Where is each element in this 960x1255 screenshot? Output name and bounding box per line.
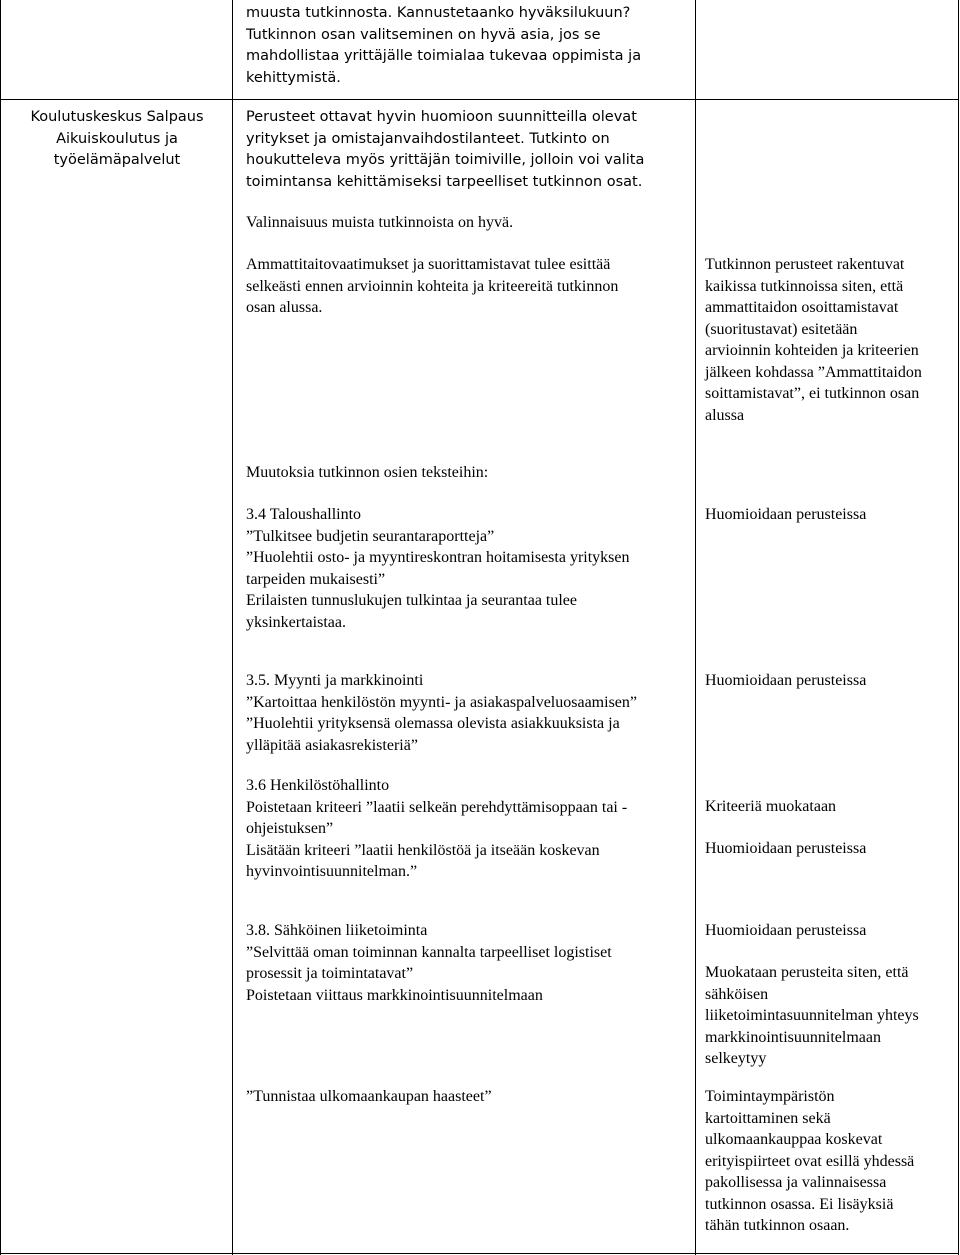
org-line: Aikuiskoulutus ja (56, 130, 178, 147)
text-line: selkeytyy (705, 1050, 767, 1067)
text-line: Toimintaympäristön (705, 1088, 835, 1105)
changes-heading (246, 462, 691, 484)
text-line: Muokataan perusteita siten, että (705, 964, 909, 981)
text-line: ulkomaankauppaa koskevat (705, 1131, 883, 1148)
text-line: ”Huolehtii osto- ja myyntireskontran hoitamisesta yrityksen (246, 549, 630, 566)
section-title: 3.8. Sähköinen liiketoiminta (246, 922, 428, 939)
text-line: tarpeiden mukaisesti” (246, 570, 386, 588)
text-line: ”Kartoittaa henkilöstön myynti- ja asiakaspalveluosaamisen” (246, 693, 637, 711)
row-divider (0, 99, 959, 100)
text-line: jälkeen kohdassa ”Ammattitaidon (705, 363, 922, 381)
text-line: Poistetaan viittaus markkinointisuunnitelmaan (246, 986, 543, 1004)
text-line: yksinkertaistaa. (246, 613, 346, 631)
section-3-6 (246, 775, 691, 883)
text-line: Perusteet ottavat hyvin huomioon suunnitteilla olevat (246, 109, 637, 125)
text-line: Valinnaisuus muista tutkinnoista on hyvä. (246, 214, 514, 231)
section-title: 3.4 Taloushallinto (246, 506, 362, 523)
text-line: Huomioidaan perusteissa (705, 672, 867, 689)
table-left-border (0, 0, 1, 1255)
text-line: Erilaisten tunnuslukujen tulkintaa ja seurantaa tulee (246, 592, 578, 609)
text-line: ”Tunnistaa ulkomaankaupan haasteet” (246, 1088, 492, 1105)
text-line: tähän tutkinnon osaan. (705, 1217, 850, 1234)
text-line: kehittymistä. (246, 69, 341, 86)
text-line: (suoritustavat) esitetään (705, 320, 858, 338)
response-3-8 (705, 920, 955, 942)
text-line: Huomioidaan perusteissa (705, 506, 867, 523)
text-line: Poistetaan kriteeri ”laatii selkeän perehdyttämisoppaan tai - (246, 798, 628, 816)
text-line: Muutoksia tutkinnon osien teksteihin: (246, 464, 489, 481)
text-line: Kriteeriä muokataan (705, 798, 837, 815)
text-line: tutkinnon osassa. Ei lisäyksiä (705, 1195, 894, 1213)
response-3-6-criterion (705, 796, 955, 818)
text-line: kartoittaminen sekä (705, 1109, 831, 1127)
text-line: alussa (705, 406, 745, 424)
text-line: Tutkinnon osan valitseminen on hyvä asia, jos se (246, 26, 601, 43)
response-3-6 (705, 838, 955, 860)
text-line: osan alussa. (246, 299, 323, 316)
text-line: ammattitaidon osoittamistavat (705, 299, 899, 316)
text-line: selkeästi ennen arvioinnin kohteita ja kriteereitä tutkinnon (246, 277, 619, 295)
org-line: Koulutuskeskus Salpaus (30, 109, 204, 125)
response-3-8-edit (705, 962, 955, 1070)
text-line: Tutkinnon perusteet rakentuvat (705, 256, 905, 273)
text-line: markkinointisuunnitelmaan (705, 1028, 881, 1046)
text-line: muusta tutkinnosta. Kannustetaanko hyväksilukuun? (246, 5, 631, 21)
previous-comment-text (246, 3, 691, 89)
text-line: kaikissa tutkinnoissa siten, että (705, 277, 904, 295)
section-title: 3.6 Henkilöstöhallinto (246, 777, 390, 794)
tunnistaa-text (246, 1086, 691, 1108)
text-line: ”Tulkitsee budjetin seurantaraportteja” (246, 527, 495, 545)
response-3-4 (705, 504, 955, 526)
text-line: sähköisen (705, 985, 769, 1003)
column-divider-1 (232, 0, 233, 1255)
organization-name (4, 107, 230, 172)
text-line: mahdollistaa yrittäjälle toimialaa tukevaa oppimista ja (246, 48, 642, 64)
table-bottom-border (0, 1253, 959, 1254)
section-3-5 (246, 670, 691, 756)
response-ulkomaankauppa (705, 1086, 955, 1237)
text-line: toimintansa kehittämiseksi tarpeelliset tutkinnon osat. (246, 173, 643, 190)
text-line: soittamistavat”, ei tutkinnon osan (705, 385, 920, 402)
text-line: erityispiirteet ovat esillä yhdessä (705, 1152, 915, 1170)
text-line: hyvinvointisuunnitelman.” (246, 863, 418, 880)
text-line: prosessit ja toimintatavat” (246, 965, 414, 982)
text-line: yritykset ja omistajanvaihdostilanteet. Tutkinto on (246, 130, 610, 147)
text-line: ohjeistuksen” (246, 820, 334, 837)
section-3-4 (246, 504, 691, 633)
salpaus-comment-text (246, 107, 691, 193)
perusteet-response (705, 254, 955, 426)
response-3-5 (705, 670, 955, 692)
text-line: Lisätään kriteeri ”laatii henkilöstöä ja itseään koskevan (246, 841, 600, 859)
column-divider-2 (695, 0, 696, 1255)
text-line: Huomioidaan perusteissa (705, 922, 867, 939)
table-right-border (958, 0, 959, 1255)
text-line: ylläpitää asiakasrekisteriä” (246, 736, 418, 754)
text-line: arvioinnin kohteiden ja kriteerien (705, 342, 919, 359)
section-title: 3.5. Myynti ja markkinointi (246, 672, 424, 689)
valinnaisuus-text (246, 212, 691, 234)
text-line: houkutteleva myös yrittäjän toimiville, jolloin voi valita (246, 152, 645, 168)
text-line: ”Huolehtii yrityksensä olemassa olevista asiakkuuksista ja (246, 715, 620, 732)
section-3-8 (246, 920, 691, 1006)
text-line: liiketoimintasuunnitelman yhteys (705, 1007, 919, 1024)
ammattitaito-text (246, 254, 691, 319)
text-line: pakollisessa ja valinnaisessa (705, 1174, 887, 1191)
text-line: Ammattitaitovaatimukset ja suorittamistavat tulee esittää (246, 256, 611, 273)
org-line: työelämäpalvelut (53, 152, 181, 168)
text-line: ”Selvittää oman toiminnan kannalta tarpeelliset logistiset (246, 943, 612, 961)
text-line: Huomioidaan perusteissa (705, 840, 867, 857)
